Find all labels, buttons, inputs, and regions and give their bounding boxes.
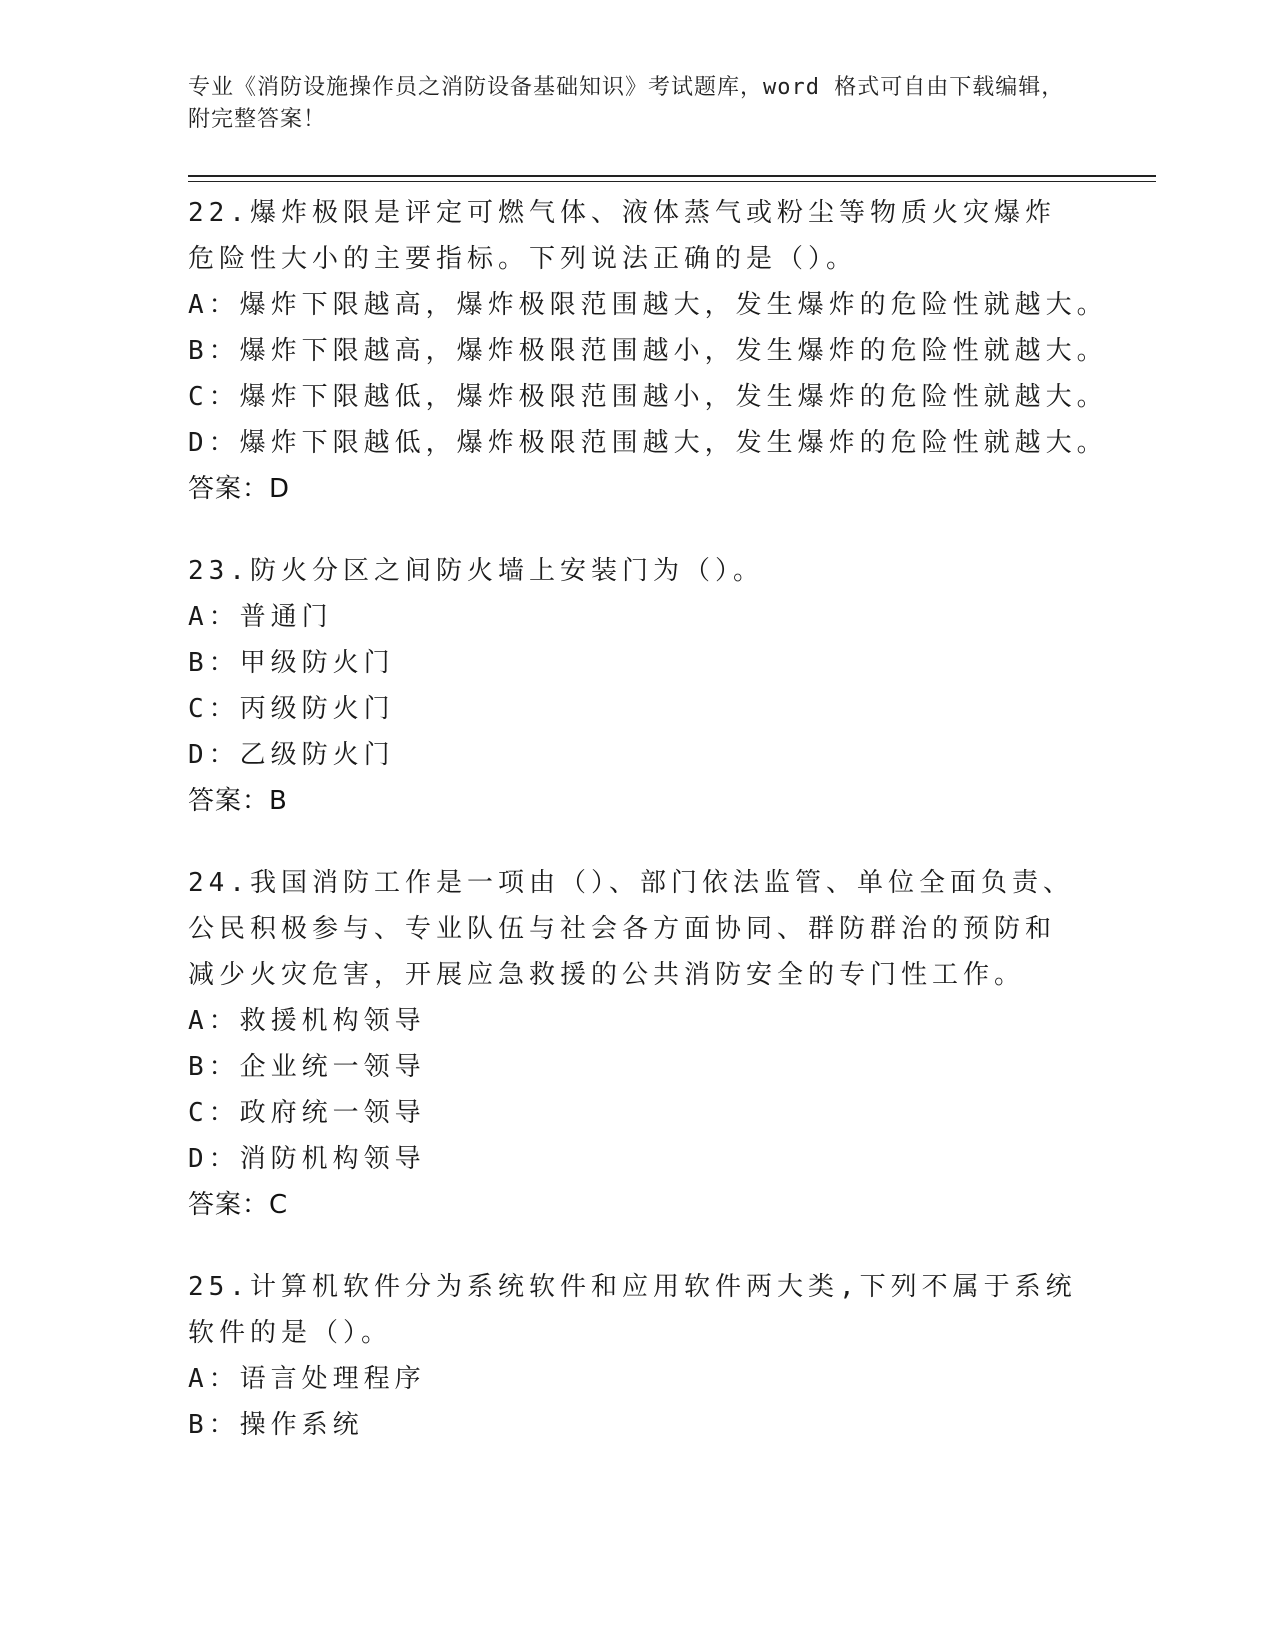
question-25	[188, 1264, 1078, 1448]
question-stem: 25.计算机软件分为系统软件和应用软件两大类,下列不属于系统软件的是（）。	[188, 1272, 1077, 1348]
answer-line: 答案：C	[188, 1190, 289, 1220]
option-b: B：操作系统	[188, 1410, 364, 1440]
option-b: B：爆炸下限越高，爆炸极限范围越小，发生爆炸的危险性就越大。	[188, 336, 1108, 366]
header-rule-thick	[188, 175, 1156, 177]
option-a: A：普通门	[188, 602, 333, 632]
question-22	[188, 190, 1108, 512]
question-24	[188, 860, 1078, 1228]
option-c: C：爆炸下限越低，爆炸极限范围越小，发生爆炸的危险性就越大。	[188, 382, 1108, 412]
option-d: D：爆炸下限越低，爆炸极限范围越大，发生爆炸的危险性就越大。	[188, 428, 1108, 458]
option-a: A：救援机构领导	[188, 1006, 426, 1036]
option-b: B：甲级防火门	[188, 648, 395, 678]
answer-line: 答案：D	[188, 474, 291, 504]
question-stem: 24.我国消防工作是一项由（）、部门依法监管、单位全面负责、公民积极参与、专业队伍与社会各方面协同、群防群治的预防和减少火灾危害，开展应急救援的公共消防安全的专门性工作。	[188, 868, 1074, 990]
option-d: D：消防机构领导	[188, 1144, 426, 1174]
header-rule-thin	[188, 181, 1156, 182]
option-a: A：语言处理程序	[188, 1364, 426, 1394]
answer-line: 答案：B	[188, 786, 288, 816]
option-c: C：丙级防火门	[188, 694, 395, 724]
option-c: C：政府统一领导	[188, 1098, 426, 1128]
option-d: D：乙级防火门	[188, 740, 395, 770]
question-list	[188, 190, 1108, 1484]
question-stem: 23.防火分区之间防火墙上安装门为（）。	[188, 556, 764, 586]
question-stem: 22.爆炸极限是评定可燃气体、液体蒸气或粉尘等物质火灾爆炸危险性大小的主要指标。下列说法正确的是（）。	[188, 198, 1056, 274]
option-b: B：企业统一领导	[188, 1052, 426, 1082]
question-23	[188, 548, 1078, 824]
option-a: A：爆炸下限越高，爆炸极限范围越大，发生爆炸的危险性就越大。	[188, 290, 1108, 320]
document-header: 专业《消防设施操作员之消防设备基础知识》考试题库，word 格式可自由下载编辑，附完整答案！	[188, 75, 1065, 132]
